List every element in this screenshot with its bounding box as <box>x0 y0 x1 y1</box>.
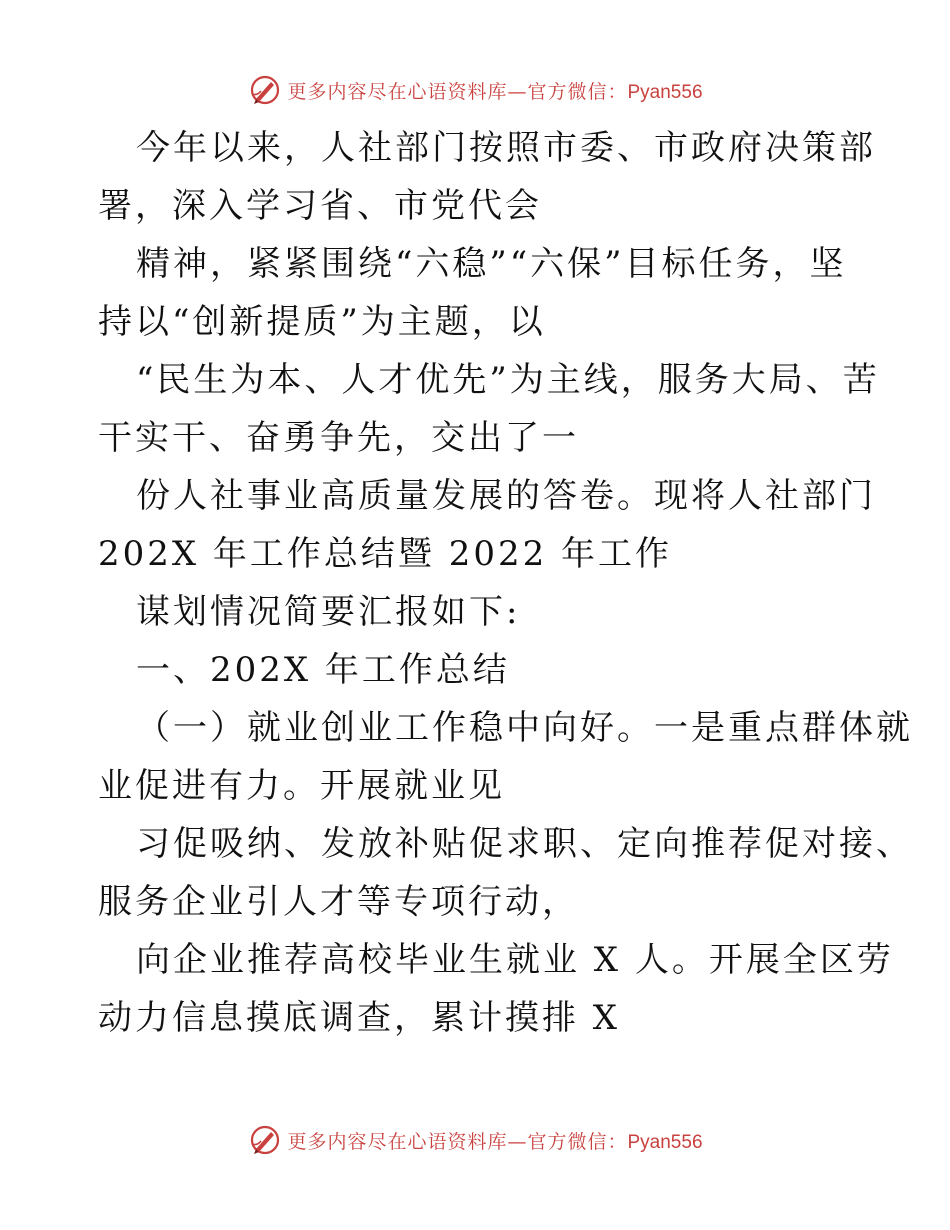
document-body <box>98 124 913 1052</box>
watermark-wechat-id: Pyan556 <box>627 1131 703 1153</box>
body-line: 服务企业引人才等专项行动， <box>98 882 579 922</box>
body-line: 业促进有力。开展就业见 <box>98 766 505 806</box>
header-watermark <box>0 70 950 110</box>
body-line: 持以“创新提质”为主题，以 <box>98 302 546 342</box>
body-line: 动力信息摸底调查，累计摸排 X <box>98 998 621 1038</box>
body-line: 署，深入学习省、市党代会 <box>98 186 542 226</box>
watermark-text: 更多内容尽在心语资料库—官方微信：Pyan556 <box>287 80 703 103</box>
pen-logo-icon <box>247 72 283 108</box>
body-line: 谋划情况简要汇报如下: <box>136 592 521 632</box>
body-line: 向企业推荐高校毕业生就业 X 人。开展全区劳 <box>136 940 894 980</box>
section-heading: 一、202X 年工作总结 <box>136 650 510 690</box>
body-line: 干实干、奋勇争先，交出了一 <box>98 418 579 458</box>
body-line: 精神，紧紧围绕“六稳”“六保”目标任务，坚 <box>136 244 847 284</box>
body-line: “民生为本、人才优先”为主线，服务大局、苦 <box>136 360 880 400</box>
body-line: 份人社事业高质量发展的答卷。现将人社部门 <box>136 476 876 516</box>
watermark-wechat-id: Pyan556 <box>627 81 703 103</box>
body-line: 202X 年工作总结暨 2022 年工作 <box>98 534 673 574</box>
footer-watermark <box>0 1120 950 1160</box>
watermark-text: 更多内容尽在心语资料库—官方微信：Pyan556 <box>287 1130 703 1153</box>
body-line: 今年以来，人社部门按照市委、市政府决策部 <box>136 128 876 168</box>
body-line: （一）就业创业工作稳中向好。一是重点群体就 <box>136 708 913 748</box>
body-line: 习促吸纳、发放补贴促求职、定向推荐促对接、 <box>136 824 913 864</box>
pen-logo-icon <box>247 1122 283 1158</box>
